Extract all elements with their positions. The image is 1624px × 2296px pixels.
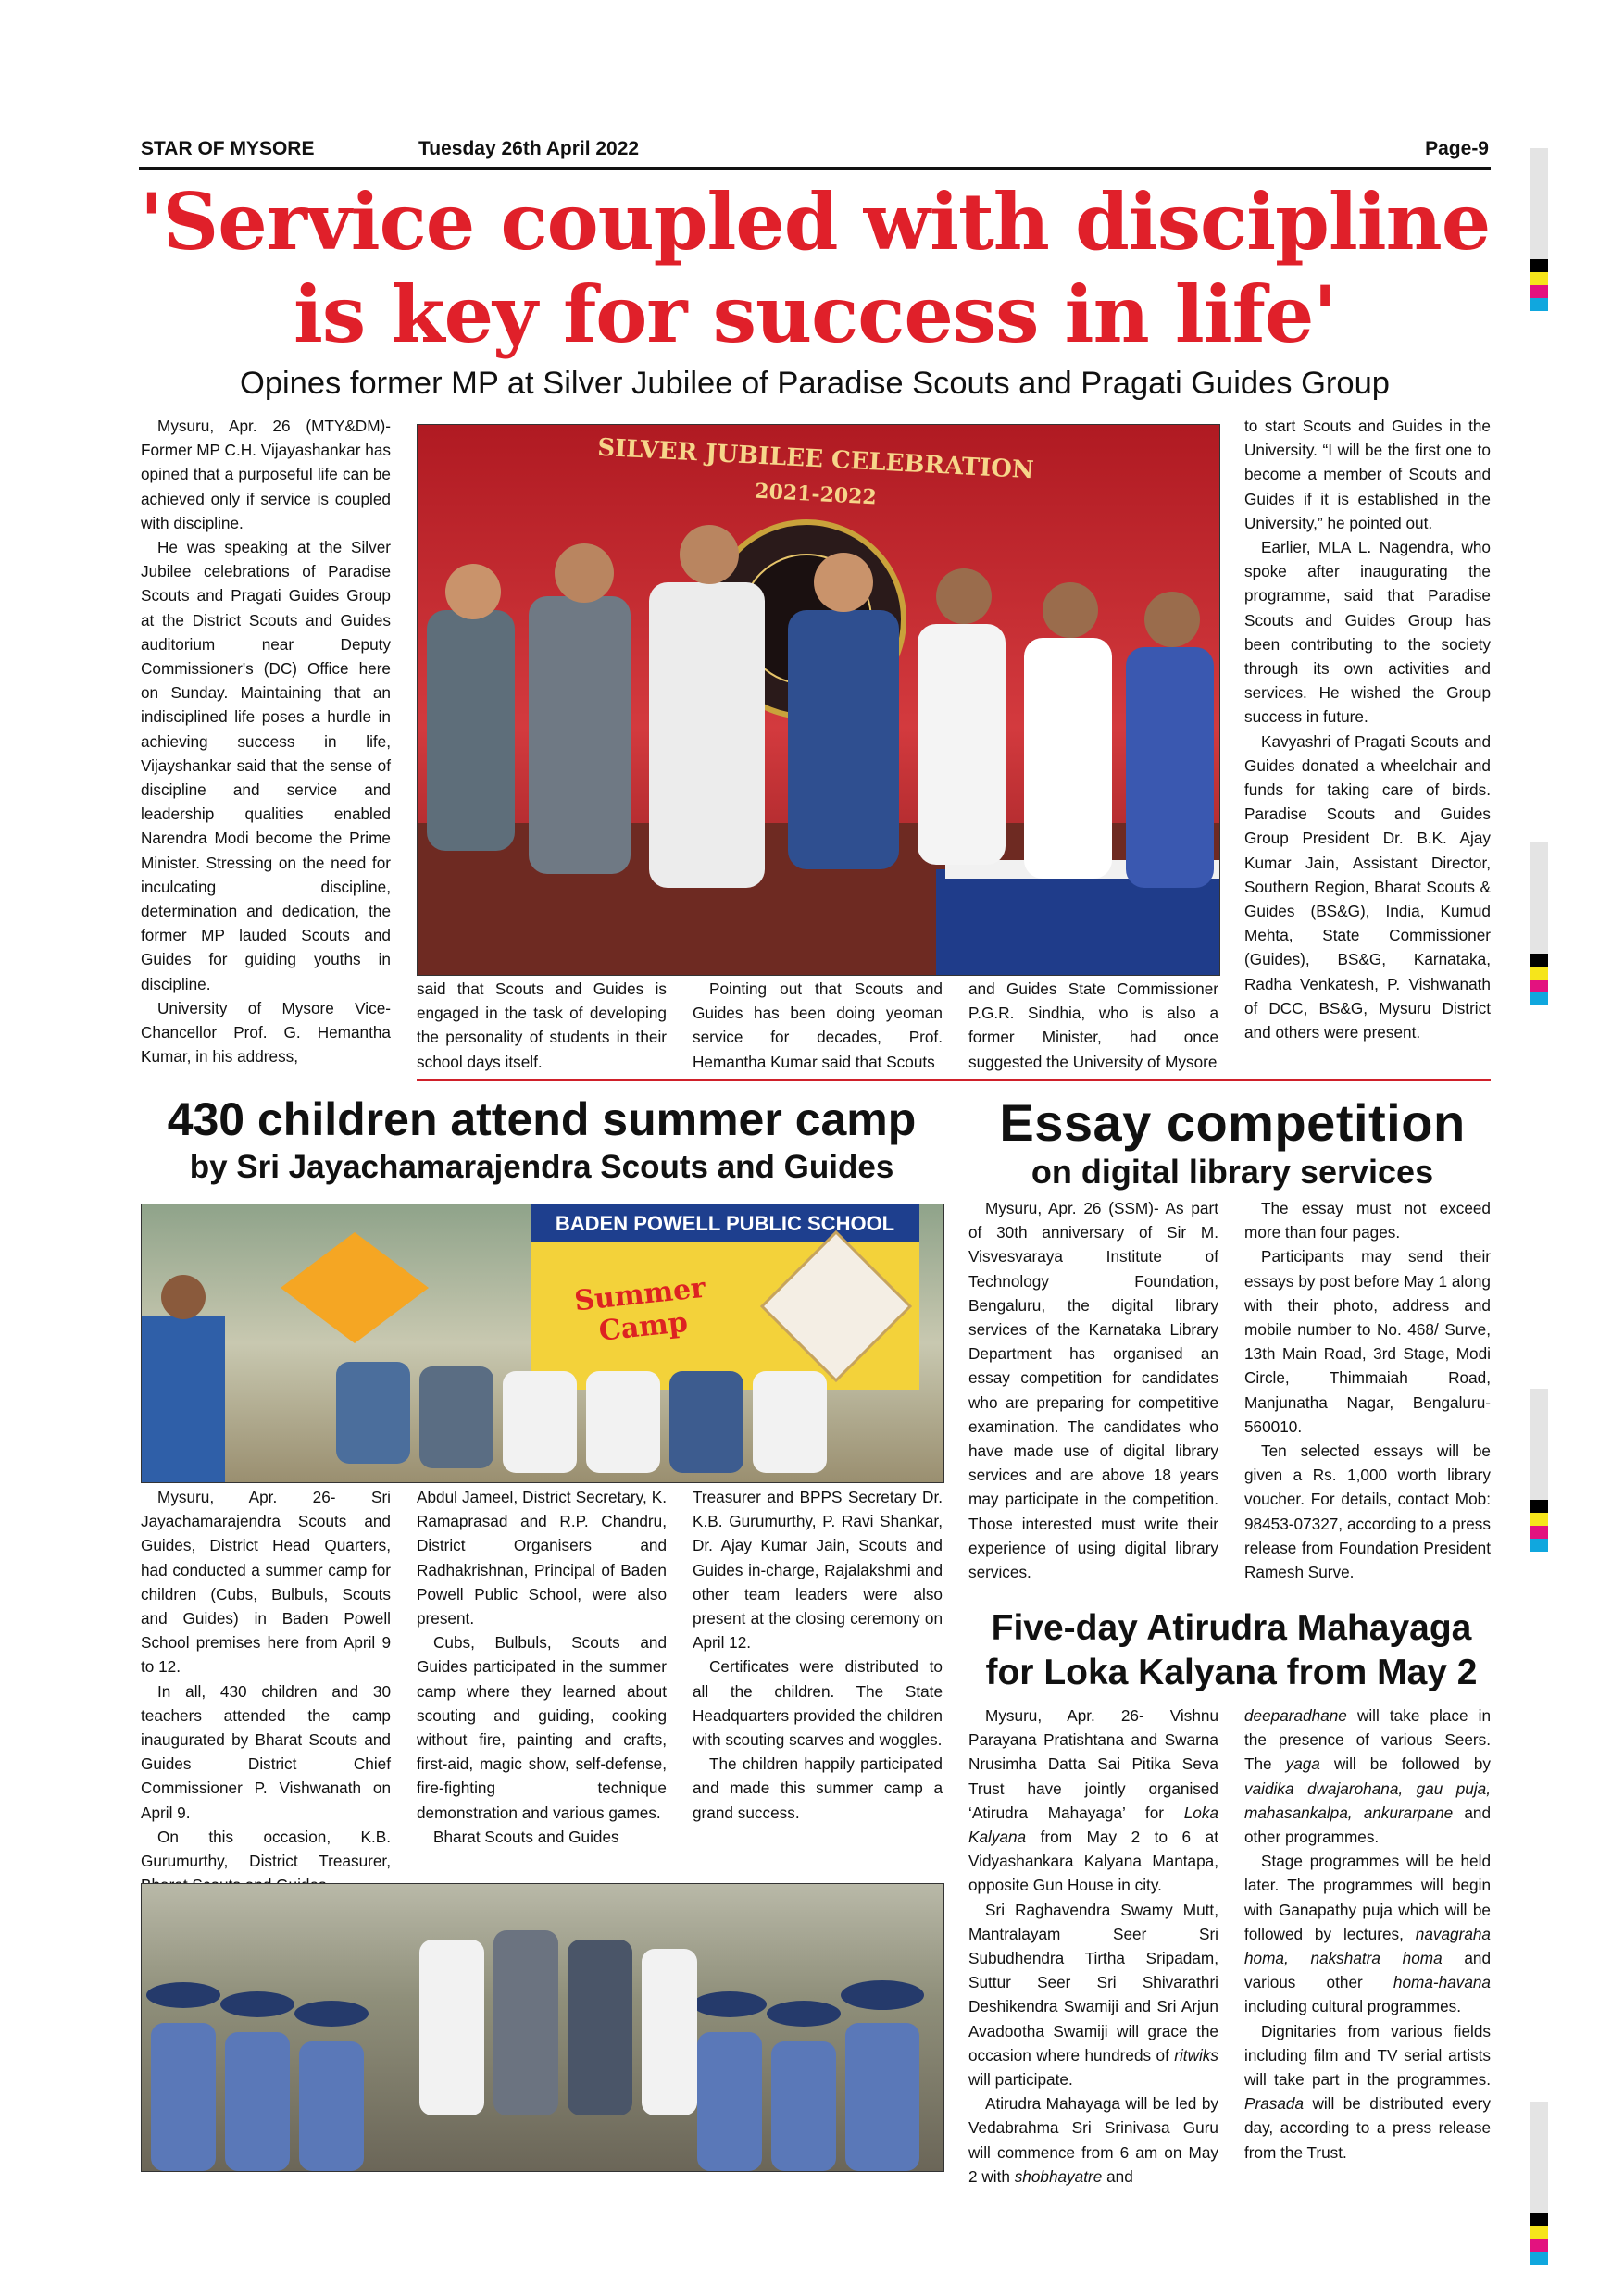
story4-text: Sri Raghavendra Swamy Mutt, Mantralayam Seer Sri Subudhendra Tirtha Sripadam, Suttur Seer Sri Shivarathri Deshikendra Swamiji and Sri Arjun Avadootha Swamiji will grace the occasion where hundreds of — [968, 1900, 1218, 2065]
story4-col1 — [968, 1703, 1218, 2189]
story2-col1-para: On this occasion, K.B. Gurumurthy, District Treasurer, — [141, 1827, 391, 1871]
story2-subhead: by Sri Jayachamarajendra Scouts and Guides — [189, 1149, 894, 1185]
silver-jubilee-stage-photo — [418, 425, 1219, 975]
story1-col3: Pointing out that Scouts and Guides has been doing yeoman service for decades, Prof. Hemantha Kumar said that Scouts — [693, 980, 943, 1071]
story1-col1-para: He was speaking at the Silver Jubilee celebrations of Paradise Scouts and Pragati Guides Group at the District Scouts and Guides auditorium near Deputy Commissioner's (DC) Office here on Sunday. Maintaining that an indisciplined life poses a hurdle in achieving success in life, Vijayshankar said that the sense of discipline and service and leadership qualities enabled Narendra Modi become the Prime Minister. Stressing on the need for inculcating discipline, determination and dedication, the former MP lauded Scouts and Guides for guiding youths in discipline. — [141, 538, 391, 993]
story4-text: and other programmes. — [1244, 1803, 1491, 1847]
story4-text: Mysuru, Apr. 26- Vishnu Parayana Pratishtana and Swarna Nrusimha Datta Sai Pitika Seva Trust have jointly organised ‘Atirudra Mahayaga’ for — [968, 1706, 1218, 1822]
masthead-page: Page-9 — [1425, 138, 1489, 159]
story2-photo-camp — [141, 1204, 944, 1483]
story4-italic: Prasada — [1244, 2094, 1305, 2114]
story3-col2-para: The essay must not exceed more than four pages. — [1244, 1199, 1491, 1242]
story4-text: will be followed by — [1319, 1754, 1491, 1774]
story4-text: Atirudra Mahayaga will be led by Vedabrahma Sri Srinivasa Guru will commence from 6 am on May 2 with — [968, 2094, 1218, 2186]
story4-text: will participate. — [968, 2070, 1073, 2090]
story4-text: Dignitaries from various fields including film and TV serial artists will take part in the programmes. — [1244, 2021, 1491, 2090]
story4-italic: Loka Kalyana — [968, 1803, 1218, 1847]
story1-col4: and Guides State Commissioner P.G.R. Sindhia, who is also a former Minister, had once suggested the University of Mysore — [968, 980, 1218, 1071]
summer-camp-photo — [142, 1204, 943, 1482]
story3-col2 — [1244, 1196, 1491, 1584]
story1-headline-line1: 'Service coupled with discipline — [139, 176, 1491, 268]
story1-col1 — [141, 414, 391, 1068]
story1-photo — [417, 424, 1220, 976]
story2-col3 — [693, 1485, 943, 1825]
story2-col2 — [417, 1485, 667, 1849]
scouts-salute-photo — [142, 1884, 943, 2171]
story2-col2-para: Cubs, Bulbuls, Scouts and Guides participated in the summer camp where they learned about scouting and guiding, cooking without fire, painting and crafts, first-aid, magic show, self-defense, fire-fighting technique demonstration and various games. — [417, 1633, 667, 1822]
story2-headline: 430 children attend summer camp — [167, 1093, 917, 1145]
story4-col2-para — [1244, 1703, 1491, 1849]
story4-headline-line1: Five-day Atirudra Mahayaga — [991, 1608, 1472, 1648]
story4-col1-para — [968, 1703, 1218, 1898]
story1-col2: said that Scouts and Guides is engaged in the task of developing the personality of students in their school days itself. — [417, 980, 667, 1071]
masthead-paper: STAR OF MYSORE — [141, 138, 315, 159]
story4-col1-para — [968, 2091, 1218, 2189]
story4-italic: vaidika dwajarohana, gau puja, mahasankalpa, ankurarpane — [1244, 1778, 1491, 1822]
story1-col5-para: Kavyashri of Pragati Scouts and Guides donated a wheelchair and funds for taking care of birds. Paradise Scouts and Guides Group President Dr. B.K. Ajay Kumar Jain, Assistant Director, Southern Region, Bharat Scouts & Guides (BS&G), India, Kumud Mehta, State Commissioner (Guides), BS&G, Karnataka, Radha Venkatesh, P. Vishwanath of DCC, BS&G, Mysuru District and others were present. — [1244, 731, 1491, 1042]
story3-col2-para: Participants may send their essays by post before May 1 along with their photo, address and mobile number to No. 468/ Surve, 13th Main Road, 3rd Stage, Modi Circle, Thimmaiah Road, Manjunatha Nagar, Bengaluru-560010. — [1244, 1247, 1491, 1436]
story4-text: including cultural programmes. — [1244, 1997, 1462, 2016]
story2-col3-para: Treasurer and BPPS Secretary Dr. K.B. Gurumurthy, P. Ravi Shankar, Dr. Ajay Kumar Jain, Scouts and Guides in-charge, Rajalakshmi and other team leaders were also present at the closing ceremony on April 12. — [693, 1488, 943, 1653]
story1-col5-para: Earlier, MLA L. Nagendra, who spoke after inaugurating the programme, said that Paradise Scouts and Guides Group has been contributing to the society through its own activities and services. He wished the Group success in future. — [1244, 538, 1491, 727]
story4-col1-para — [968, 1898, 1218, 2092]
story1-col1-para: Mysuru, Apr. 26 (MTY&DM)- Former MP C.H. Vijayashankar has opined that a purposeful life can be achieved only if service is coupled with discipline. — [141, 417, 391, 532]
story2-photo-banner: BADEN POWELL PUBLIC SCHOOL — [555, 1212, 895, 1235]
story4-col2-para — [1244, 1849, 1491, 2018]
story2-col3-para: The children happily participated and made this summer camp a grand success. — [693, 1754, 943, 1822]
story4-col2 — [1244, 1703, 1491, 2165]
story1-subhead: Opines former MP at Silver Jubilee of Paradise Scouts and Pragati Guides Group — [240, 366, 1390, 401]
story1-col1-para: University of Mysore Vice-Chancellor Prof. G. Hemantha Kumar, in his address, — [141, 998, 391, 1067]
registration-mark-icon — [1530, 1389, 1548, 1552]
story4-italic: homa-havana — [1393, 1973, 1491, 1992]
story4-text: and — [1102, 2166, 1133, 2186]
story2-col1 — [141, 1485, 391, 1897]
story1-col5-para: to start Scouts and Guides in the University. “I will be the first one to become a member of Scouts and Guides if it is established in the University,” he pointed out. — [1244, 417, 1491, 532]
registration-mark-icon — [1530, 842, 1548, 1005]
masthead-rule — [139, 167, 1491, 170]
story4-text: from May 2 to 6 at Vidyashankara Kalyana Mantapa, opposite Gun House in city. — [968, 1828, 1218, 1895]
story1-photo-banner-line1: SILVER JUBILEE CELEBRATION — [596, 433, 1035, 485]
story1-headline-line2: is key for success in life' — [293, 268, 1337, 360]
story4-italic: yaga — [1285, 1754, 1320, 1774]
story3-col1: Mysuru, Apr. 26 (SSM)- As part of 30th anniversary of Sir M. Visvesvaraya Institute of Technology Foundation, Bengaluru, the digital library services of the Karnataka Library Department has organised an essay competition for candidates who are preparing for competitive examination. The candidates who have made use of digital library services and are above 18 years may participate in the competition. Those interested must write their experience of using digital library services. — [968, 1199, 1218, 1582]
story2-photo-salute — [141, 1883, 944, 2172]
story3-col2-para: Ten selected essays will be given a Rs. 1,000 worth library voucher. For details, contact Mob: 98453-07327, according to a press release from Foundation President Ramesh Surve. — [1244, 1441, 1491, 1582]
story4-italic: navagraha homa, nakshatra homa — [1244, 1924, 1491, 1968]
story1-col5 — [1244, 414, 1491, 1044]
story4-italic: shobhayatre — [1014, 2166, 1103, 2186]
story1-photo-banner-line2: 2021-2022 — [754, 479, 878, 510]
story4-text: will take place in the presence of various Seers. The — [1244, 1706, 1491, 1774]
story4-headline-line2: for Loka Kalyana from May 2 — [985, 1653, 1478, 1692]
story2-col2-para: Bharat Scouts and Guides — [433, 1827, 619, 1846]
masthead-date: Tuesday 26th April 2022 — [418, 138, 640, 159]
story2-col1-para: Mysuru, Apr. 26- Sri Jayachamarajendra Scouts and Guides, District Head Quarters, had conducted a summer camp for children (Cubs, Bulbuls, Scouts and Guides) in Baden Powell School premises here from April 9 to 12. — [141, 1488, 391, 1677]
story3-headline: Essay competition — [999, 1093, 1466, 1152]
story2-col2-para: Abdul Jameel, District Secretary, K. Ramaprasad and R.P. Chandru, District Organisers and Radhakrishnan, Principal of Baden Powell Public School, were also present. — [417, 1488, 667, 1628]
story2-col1-para: In all, 430 children and 30 teachers attended the camp inaugurated by Bharat Scouts and Guides District Chief Commissioner P. Vishwanath on April 9. — [141, 1681, 391, 1822]
story4-text: Stage programmes will be held later. The programmes will begin with Ganapathy puja which will be followed by lectures, — [1244, 1852, 1491, 1943]
registration-mark-icon — [1530, 2102, 1548, 2265]
story3-subhead: on digital library services — [1031, 1153, 1434, 1191]
registration-mark-icon — [1530, 148, 1548, 311]
story4-col2-para — [1244, 2019, 1491, 2165]
story4-italic: deeparadhane — [1244, 1706, 1347, 1725]
story2-photo-sign: Summer Camp — [572, 1271, 707, 1348]
story4-text: and various other — [1244, 1949, 1492, 1992]
story4-italic: ritwiks — [1174, 2045, 1218, 2065]
story2-col3-para: Certificates were distributed to all the children. The State Headquarters provided the children with scouting scarves and woggles. — [693, 1657, 943, 1750]
section-rule — [417, 1079, 1491, 1081]
story4-text: will be distributed every day, according to a press release from the Trust. — [1244, 2094, 1491, 2162]
